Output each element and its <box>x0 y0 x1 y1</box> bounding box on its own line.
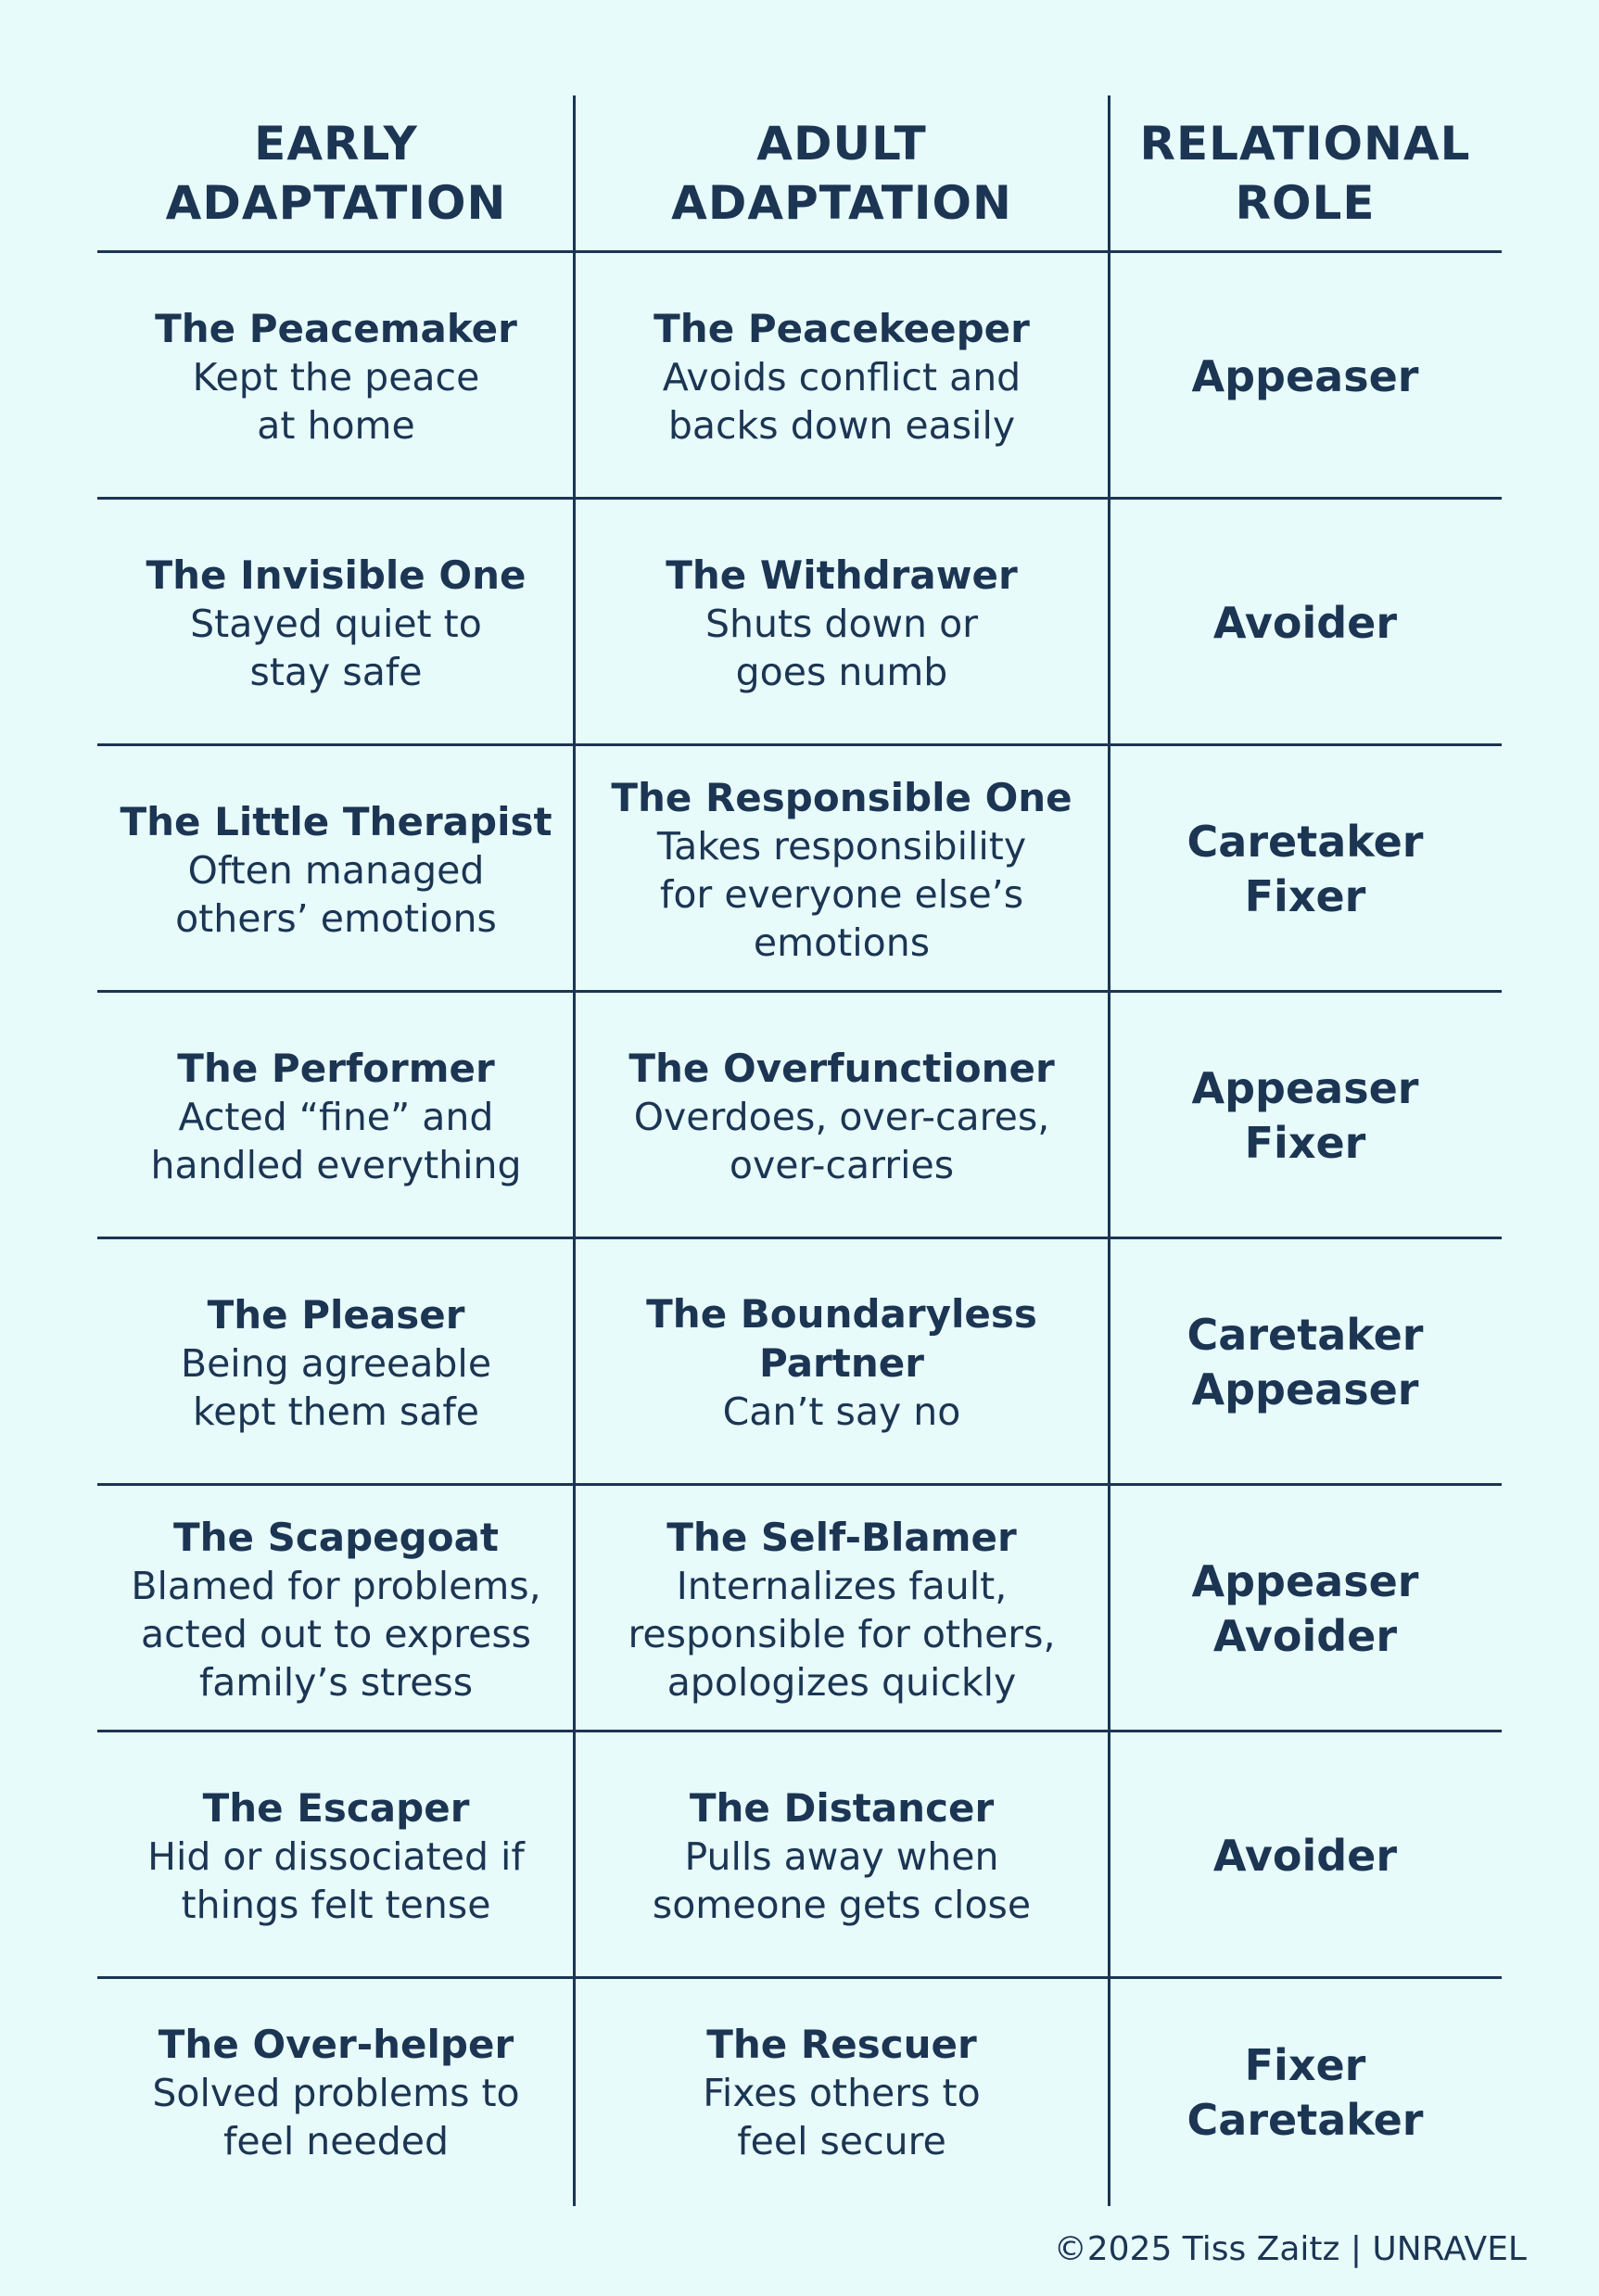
adult-adaptation-name: The Distancer <box>689 1784 995 1831</box>
relational-role: Avoider <box>1212 597 1398 648</box>
adult-adaptation-name: The Self-Blamer <box>666 1514 1017 1560</box>
adult-adaptation-name: The Boundaryless Partner <box>646 1291 1037 1386</box>
early-adaptation-name: The Peacemaker <box>155 305 517 351</box>
relational-role: Appeaser <box>1191 350 1419 401</box>
early-adaptation-name: The Little Therapist <box>120 798 552 844</box>
adult-adaptation-name: The Rescuer <box>706 2022 977 2067</box>
adult-adaptation-description: Overdoes, over-cares, over-carries <box>633 1094 1050 1187</box>
adult-adaptation-name: The Peacekeeper <box>654 305 1030 351</box>
early-adaptation-cell <box>97 1486 575 1732</box>
early-adaptation-description: Stayed quiet to stay safe <box>190 601 482 694</box>
early-adaptation-cell <box>97 500 575 746</box>
relational-role: Caretaker Appeaser <box>1187 1310 1424 1414</box>
adult-adaptation-cell <box>575 1732 1109 1979</box>
early-adaptation-description: Hid or dissociated if things felt tense <box>147 1833 525 1927</box>
adult-adaptation-description: Pulls away when someone gets close <box>652 1833 1032 1927</box>
adult-adaptation-cell <box>575 1486 1109 1732</box>
relational-role: Appeaser Fixer <box>1191 1063 1419 1168</box>
adult-adaptation-description: Avoids conflict and backs down easily <box>662 354 1022 448</box>
relational-role: Avoider <box>1212 1830 1398 1881</box>
adult-adaptation-description: Can’t say no <box>722 1389 961 1434</box>
early-adaptation-cell <box>97 1979 575 2206</box>
relational-role-cell <box>1109 500 1502 746</box>
table-row <box>97 746 1502 993</box>
copyright-footer: ©2025 Tiss Zaitz | UNRAVEL <box>1053 2230 1527 2268</box>
relational-role-cell <box>1109 1732 1502 1979</box>
early-adaptation-cell <box>97 746 575 993</box>
relational-role-cell <box>1109 746 1502 993</box>
relational-role: Fixer Caretaker <box>1187 2039 1424 2145</box>
early-adaptation-name: The Scapegoat <box>172 1514 500 1560</box>
early-adaptation-description: Acted “fine” and handled everything <box>150 1094 522 1187</box>
relational-role: Appeaser Avoider <box>1191 1556 1419 1661</box>
relational-role-cell <box>1109 1979 1502 2206</box>
early-adaptation-cell <box>97 253 575 500</box>
adult-adaptation-name: The Responsible One <box>611 774 1072 820</box>
relational-role-cell <box>1109 1486 1502 1732</box>
adult-adaptation-cell <box>575 993 1109 1239</box>
relational-role-cell <box>1109 993 1502 1239</box>
early-adaptation-description: Solved problems to feel needed <box>152 2071 520 2163</box>
adult-adaptation-description: Fixes others to feel secure <box>703 2071 981 2163</box>
adult-adaptation-cell <box>575 1239 1109 1486</box>
table-row <box>97 1486 1502 1732</box>
adult-adaptation-cell <box>575 746 1109 993</box>
adult-adaptation-name: The Overfunctioner <box>628 1045 1055 1091</box>
relational-role: Caretaker Fixer <box>1187 817 1424 921</box>
early-adaptation-description: Being agreeable kept them safe <box>180 1340 492 1434</box>
adult-adaptation-cell <box>575 1979 1109 2206</box>
early-adaptation-cell <box>97 1732 575 1979</box>
adult-adaptation-description: Takes responsibility for everyone else’s emotions <box>656 823 1027 965</box>
relational-role-cell <box>1109 253 1502 500</box>
adult-adaptation-name: The Withdrawer <box>666 552 1018 598</box>
table-header <box>97 95 1502 250</box>
header-early-adaptation: EARLY ADAPTATION <box>165 116 507 230</box>
early-adaptation-cell <box>97 1239 575 1486</box>
early-adaptation-name: The Pleaser <box>207 1291 465 1338</box>
adult-adaptation-description: Internalizes fault, responsible for others, apologizes quickly <box>628 1563 1056 1705</box>
early-adaptation-description: Often managed others’ emotions <box>175 847 497 941</box>
table-row <box>97 500 1502 746</box>
early-adaptation-cell <box>97 993 575 1239</box>
early-adaptation-name: The Over-helper <box>158 2022 514 2067</box>
header-adult-adaptation: ADULT ADAPTATION <box>671 116 1012 230</box>
table-row <box>97 253 1502 500</box>
table-row <box>97 993 1502 1239</box>
early-adaptation-description: Kept the peace at home <box>192 354 480 448</box>
table-row <box>97 1979 1502 2206</box>
adult-adaptation-cell <box>575 500 1109 746</box>
early-adaptation-name: The Performer <box>177 1045 495 1091</box>
table-row <box>97 1732 1502 1979</box>
adult-adaptation-cell <box>575 253 1109 500</box>
early-adaptation-description: Blamed for problems, acted out to express family’s stress <box>131 1563 541 1705</box>
adult-adaptation-description: Shuts down or goes numb <box>704 601 979 694</box>
relational-role-cell <box>1109 1239 1502 1486</box>
header-relational-role: RELATIONAL ROLE <box>1139 116 1471 230</box>
table-row <box>97 1239 1502 1486</box>
early-adaptation-name: The Escaper <box>202 1784 470 1831</box>
early-adaptation-name: The Invisible One <box>146 552 527 598</box>
